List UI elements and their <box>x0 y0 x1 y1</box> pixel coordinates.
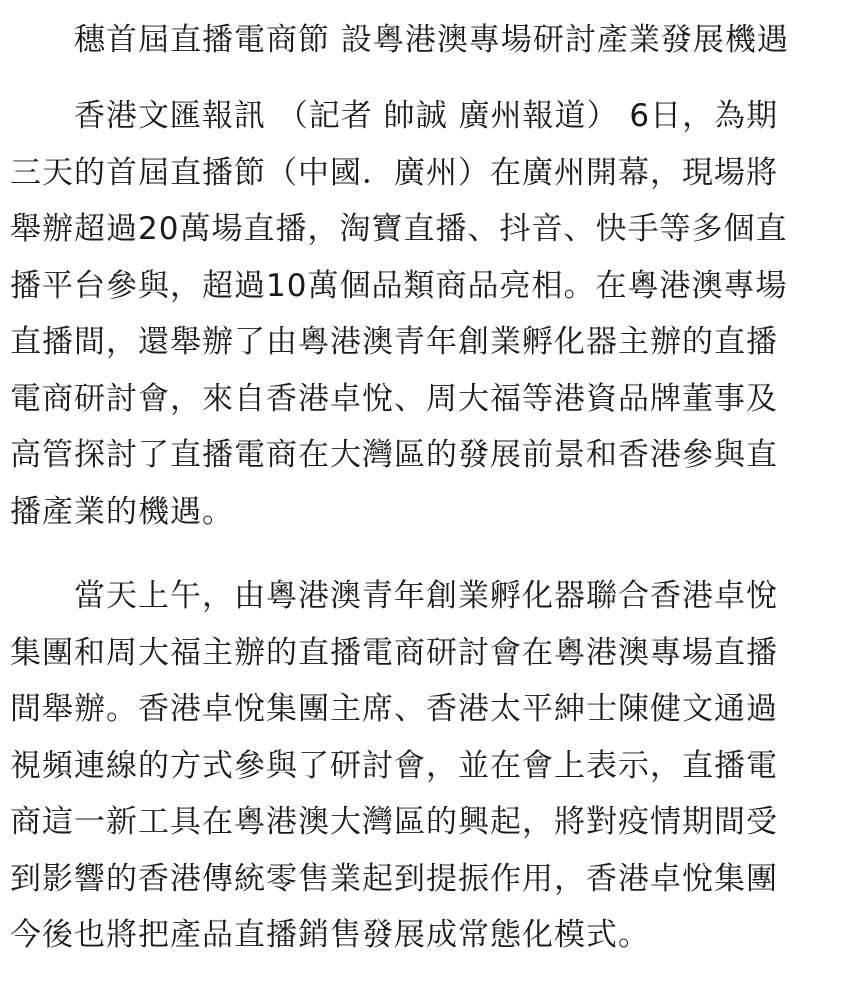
paragraph-line: 視頻連線的方式參與了研討會，並在會上表示，直播電 <box>10 747 778 784</box>
paragraph-line: 間舉辦。香港卓悅集團主席、香港太平紳士陳健文通過 <box>10 691 778 727</box>
article-paragraph-2 <box>10 568 850 964</box>
article-headline: 穗首屆直播電商節 設粵港澳專場研討產業發展機遇 <box>74 22 789 58</box>
paragraph-line: 香港文匯報訊 （記者 帥誠 廣州報道） 6日，為期 <box>74 98 779 134</box>
paragraph-line: 播平台參與，超過10萬個品類商品亮相。在粵港澳專場 <box>10 267 788 304</box>
paragraph-line: 高管探討了直播電商在大灣區的發展前景和香港參與直 <box>10 437 778 473</box>
paragraph-line: 當天上午，由粵港澳青年創業孵化器聯合香港卓悅 <box>74 578 778 614</box>
paragraph-line: 直播間，還舉辦了由粵港澳青年創業孵化器主辦的直播 <box>10 324 778 360</box>
paragraph-line: 三天的首屆直播節（中國．廣州）在廣州開幕，現場將 <box>10 154 778 191</box>
paragraph-line: 商這一新工具在粵港澳大灣區的興起，將對疫情期間受 <box>10 804 778 840</box>
paragraph-line: 電商研討會，來自香港卓悅、周大福等港資品牌董事及 <box>10 380 778 417</box>
paragraph-line: 集團和周大福主辦的直播電商研討會在粵港澳專場直播 <box>10 634 778 671</box>
paragraph-line: 今後也將把產品直播銷售發展成常態化模式。 <box>10 917 650 953</box>
paragraph-line: 到影響的香港傳統零售業起到提振作用，香港卓悅集團 <box>10 860 778 897</box>
paragraph-line: 播產業的機遇。 <box>10 493 234 530</box>
article-paragraph-1 <box>10 88 850 540</box>
paragraph-line: 舉辦超過20萬場直播，淘寶直播、抖音、快手等多個直 <box>10 211 788 247</box>
